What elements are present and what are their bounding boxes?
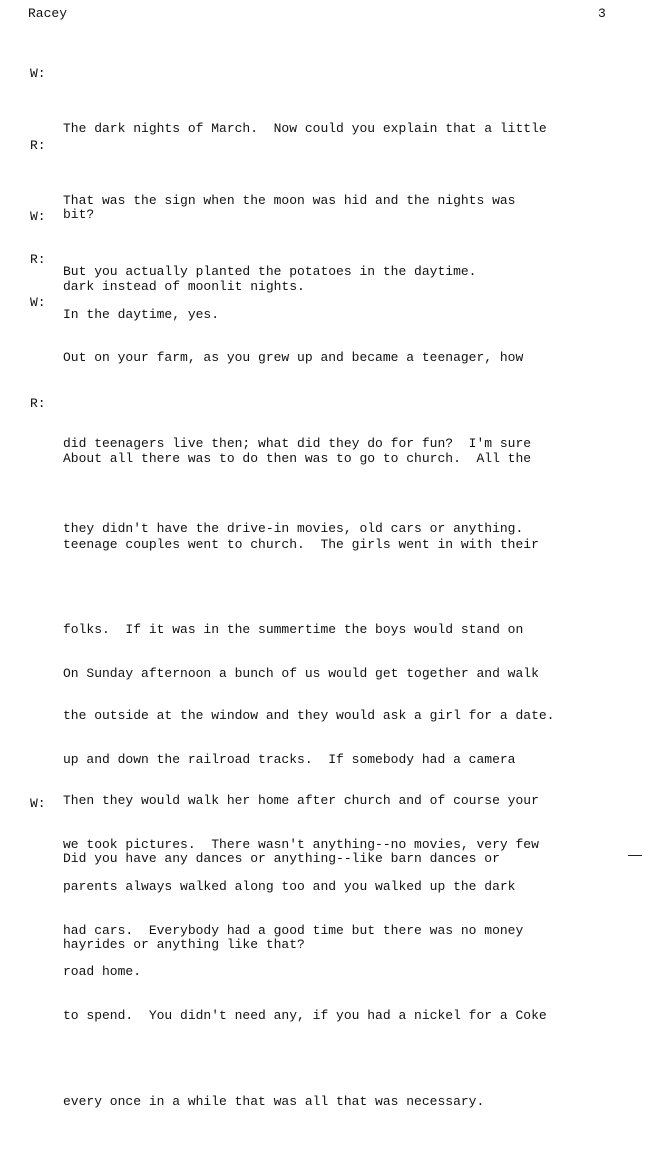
text-line: teenage couples went to church. The girls went in with their bbox=[63, 536, 539, 552]
text-line: folks. If it was in the summertime the boys would stand on bbox=[63, 622, 524, 637]
text-line: they didn't have the drive-in movies, old cars or anything. bbox=[63, 521, 524, 536]
page-number: 3 bbox=[598, 6, 606, 21]
text-line: dark instead of moonlit nights. bbox=[63, 278, 305, 294]
text-line: parents always walked along too and you walked up the dark bbox=[63, 878, 516, 894]
text-line: did teenagers live then; what did they do for fun? I'm sure bbox=[63, 435, 532, 451]
speaker-label: W: bbox=[30, 209, 46, 224]
interviewee-name: Racey bbox=[28, 6, 68, 21]
text-line: hayrides or anything like that? bbox=[63, 936, 305, 952]
text-line: we took pictures. There wasn't anything--no movies, very few bbox=[63, 837, 539, 852]
footer-mark bbox=[628, 855, 642, 856]
speaker-label: W: bbox=[30, 295, 46, 310]
text-line: road home. bbox=[63, 964, 142, 979]
text-line: to spend. You didn't need any, if you had a nickel for a Coke bbox=[63, 1008, 547, 1023]
text-line: About all there was to do then was to go to church. All the bbox=[63, 451, 532, 466]
text-line: the outside at the window and they would ask a girl for a date. bbox=[63, 707, 555, 723]
speaker-label: R: bbox=[30, 396, 46, 411]
text-line: had cars. Everybody had a good time but there was no money bbox=[63, 922, 524, 938]
text-line: Out on your farm, as you grew up and became a teenager, how bbox=[63, 350, 524, 365]
speaker-label: W: bbox=[30, 66, 46, 81]
text-line: In the daytime, yes. bbox=[63, 307, 220, 322]
text-line: On Sunday afternoon a bunch of us would get together and walk bbox=[63, 666, 539, 681]
text-line: Did you have any dances or anything--like barn dances or bbox=[63, 851, 500, 866]
text-line: every once in a while that was all that was necessary. bbox=[63, 1093, 485, 1109]
text-line: But you actually planted the potatoes in the daytime. bbox=[63, 264, 477, 279]
text-line: Then they would walk her home after church and of course your bbox=[63, 793, 539, 808]
speaker-label: R: bbox=[30, 138, 46, 153]
text-line: That was the sign when the moon was hid and the nights was bbox=[63, 193, 516, 208]
text-line: up and down the railroad tracks. If somebody had a camera bbox=[63, 751, 516, 767]
speaker-label: R: bbox=[30, 252, 46, 267]
text-line: bit? bbox=[63, 206, 95, 222]
text-line: The dark nights of March. Now could you explain that a little bbox=[63, 121, 547, 136]
speaker-label: W: bbox=[30, 796, 46, 811]
entry-text bbox=[63, 788, 623, 1016]
